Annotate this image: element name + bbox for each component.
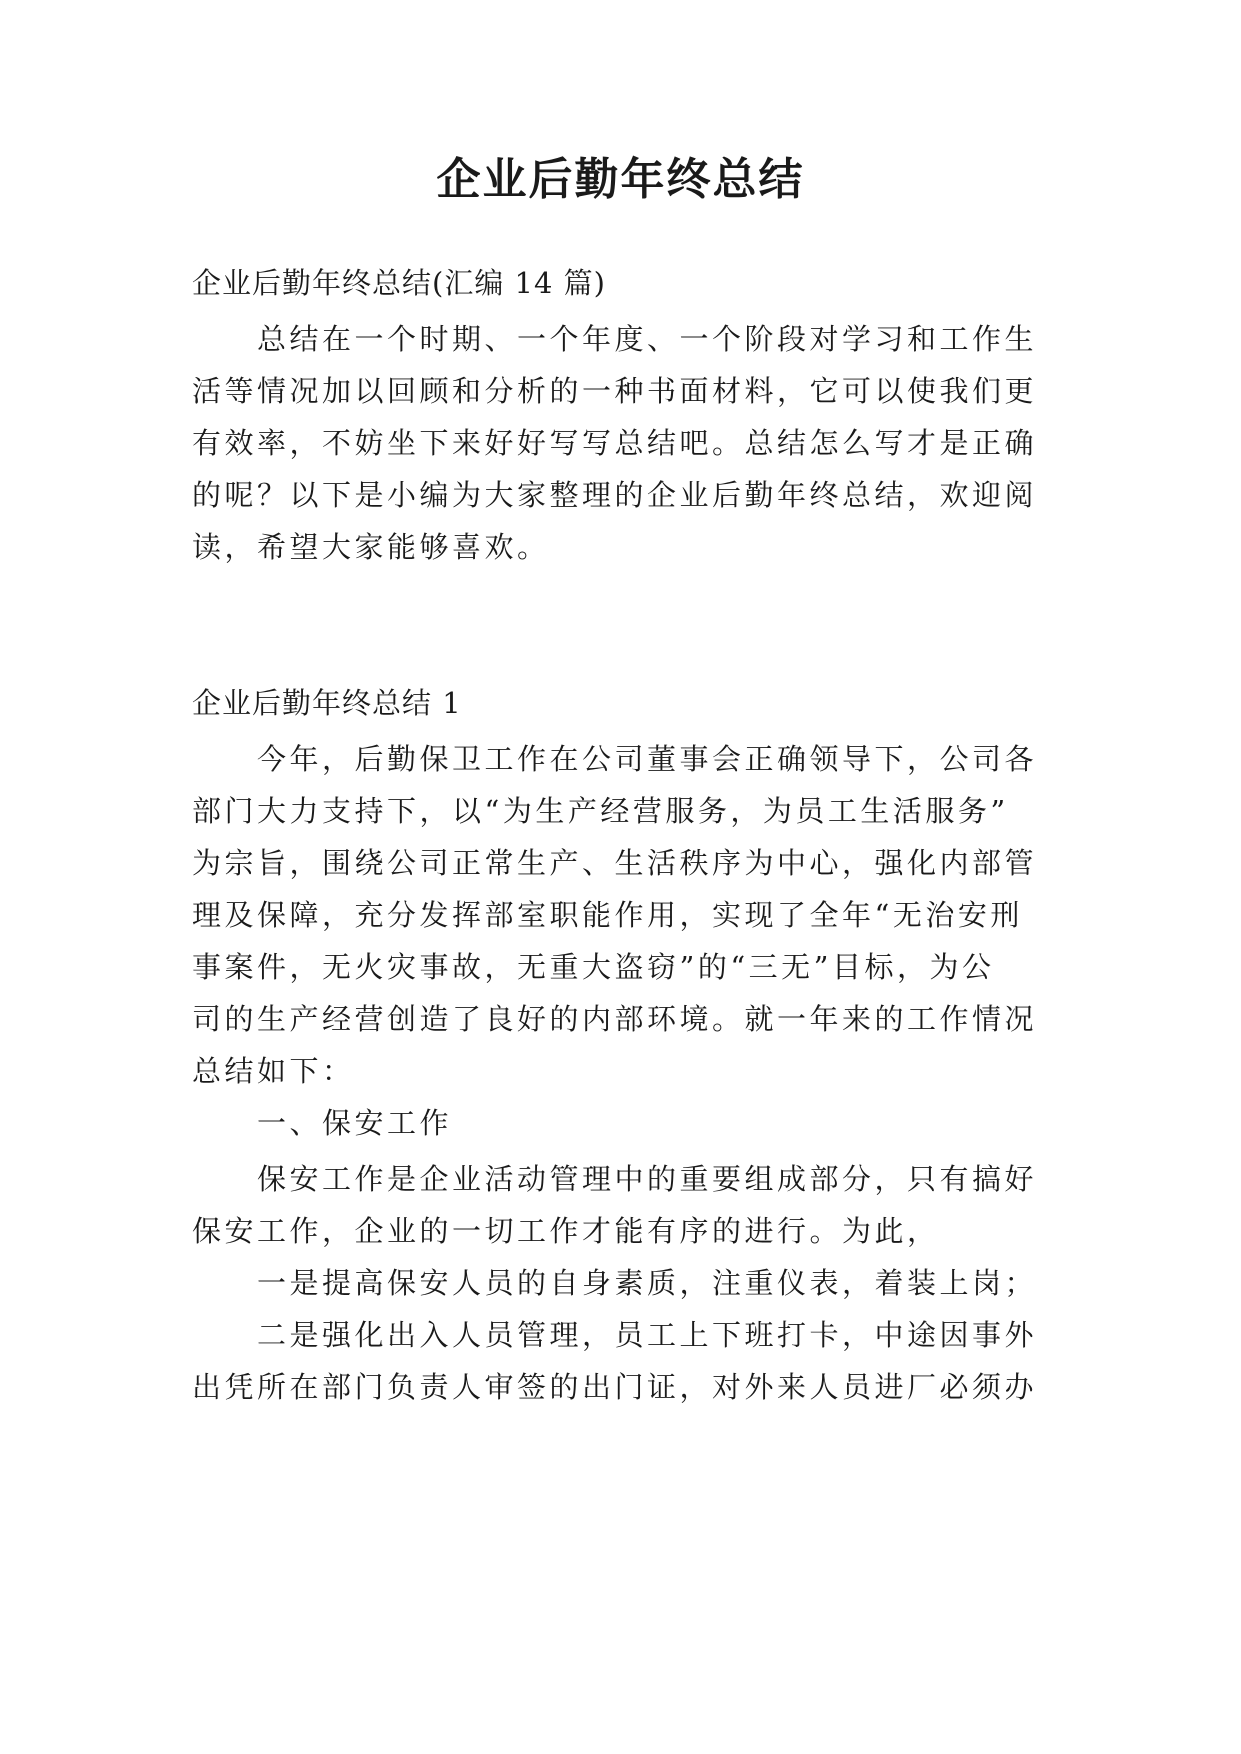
document-title: 企业后勤年终总结 <box>436 154 805 205</box>
section-paragraph-line: 事案件，无火灾事故，无重大盗窃”的“三无”目标，为公 <box>192 950 995 984</box>
point-line: 二是强化出入人员管理，员工上下班打卡，中途因事外 <box>257 1318 1038 1352</box>
intro-paragraph-line: 总结在一个时期、一个年度、一个阶段对学习和工作生 <box>257 322 1038 356</box>
sub-paragraph-line: 保安工作，企业的一切工作才能有序的进行。为此， <box>192 1214 940 1248</box>
section-paragraph-line: 理及保障，充分发挥部室职能作用，实现了全年“无治安刑 <box>192 898 1023 932</box>
point-line: 出凭所在部门负责人审签的出门证，对外来人员进厂必须办 <box>192 1370 1038 1404</box>
section-paragraph-line: 今年，后勤保卫工作在公司董事会正确领导下，公司各 <box>257 742 1038 776</box>
intro-paragraph-line: 读，希望大家能够喜欢。 <box>192 530 550 564</box>
section-paragraph-line: 部门大力支持下，以“为生产经营服务，为员工生活服务” <box>192 794 1009 828</box>
intro-paragraph-line: 活等情况加以回顾和分析的一种书面材料，它可以使我们更 <box>192 374 1038 408</box>
intro-paragraph-line: 的呢？以下是小编为大家整理的企业后勤年终总结，欢迎阅 <box>192 478 1038 512</box>
sub-paragraph-line: 保安工作是企业活动管理中的重要组成部分，只有搞好 <box>257 1162 1038 1196</box>
section-paragraph-line: 总结如下： <box>192 1054 355 1088</box>
point-line: 一是提高保安人员的自身素质，注重仪表，着装上岗； <box>257 1266 1038 1300</box>
intro-paragraph-line: 有效率，不妨坐下来好好写写总结吧。总结怎么写才是正确 <box>192 426 1038 460</box>
intro-heading: 企业后勤年终总结(汇编 14 篇) <box>192 266 606 300</box>
sub-heading: 一、保安工作 <box>257 1106 453 1140</box>
section-paragraph-line: 为宗旨，围绕公司正常生产、生活秩序为中心，强化内部管 <box>192 846 1038 880</box>
section-heading: 企业后勤年终总结 1 <box>192 686 462 720</box>
section-paragraph-line: 司的生产经营创造了良好的内部环境。就一年来的工作情况 <box>192 1002 1038 1036</box>
